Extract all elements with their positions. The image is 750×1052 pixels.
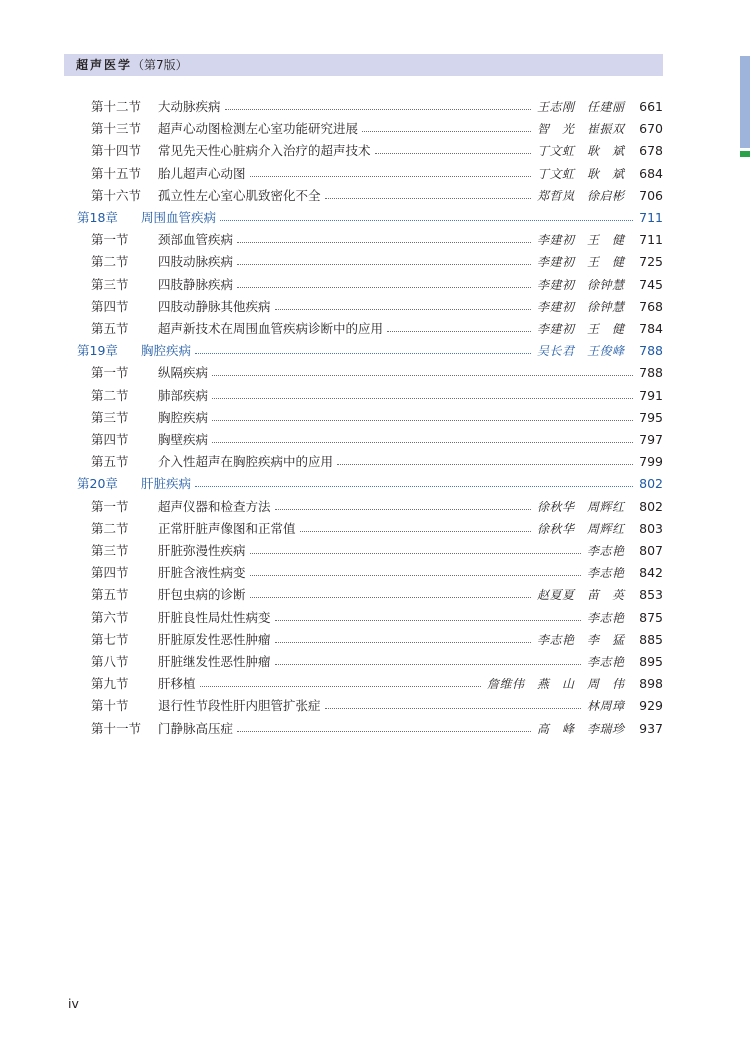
toc-section-row[interactable] [0, 451, 750, 473]
page-number: 898 [639, 676, 663, 692]
toc-chapter-row[interactable] [0, 207, 750, 229]
toc-section-row[interactable] [0, 651, 750, 673]
toc-section-row[interactable] [0, 251, 750, 273]
section-title: 肝脏含液性病变 [158, 565, 246, 581]
toc-section-row[interactable] [0, 163, 750, 185]
page-number: 842 [639, 565, 663, 581]
chapter-number: 第18章 [77, 210, 118, 225]
authors: 李志艳 [587, 610, 625, 625]
section-title: 纵隔疾病 [158, 365, 209, 381]
section-title: 超声心动图检测左心室功能研究进展 [158, 121, 359, 137]
toc-section-row[interactable] [0, 673, 750, 695]
section-title: 四肢动脉疾病 [158, 254, 234, 270]
authors: 郑哲岚 徐启彬 [537, 188, 625, 203]
chapter-title: 周围血管疾病 [141, 210, 217, 225]
page-number: 745 [639, 276, 663, 292]
book-title: 超声医学 [76, 58, 133, 72]
section-number: 第四节 [91, 565, 129, 581]
toc-section-row[interactable] [0, 607, 750, 629]
chapter-title: 肝脏疾病 [141, 476, 192, 492]
chapter-number: 第20章 [77, 476, 118, 492]
section-title: 四肢动静脉其他疾病 [158, 298, 271, 314]
section-number: 第四节 [91, 298, 129, 314]
page-number: 802 [639, 498, 663, 514]
page-number: 788 [639, 343, 663, 359]
toc-section-row[interactable] [0, 185, 750, 207]
dot-leader [237, 258, 531, 265]
dot-leader [250, 569, 581, 576]
page-number: 784 [639, 321, 663, 336]
toc-section-row[interactable] [0, 407, 750, 429]
section-number: 第八节 [91, 654, 129, 669]
section-number: 第十四节 [91, 143, 142, 159]
section-number: 第九节 [91, 676, 129, 692]
section-title: 常见先天性心脏病介入治疗的超声技术 [158, 143, 371, 159]
section-number: 第十六节 [91, 187, 142, 203]
page-number: 807 [639, 543, 663, 558]
page-number: 937 [639, 720, 663, 736]
section-title: 孤立性左心室心肌致密化不全 [158, 187, 321, 203]
authors: 吴长君 王俊峰 [537, 344, 625, 359]
toc-section-row[interactable] [0, 429, 750, 451]
toc-section-row[interactable] [0, 118, 750, 140]
authors: 徐秋华 周辉红 [537, 499, 625, 514]
page-number: 670 [639, 121, 663, 137]
page-number: 802 [639, 476, 663, 492]
edition-label: （第7版） [132, 58, 188, 72]
dot-leader [212, 414, 633, 421]
section-title: 大动脉疾病 [158, 99, 221, 114]
running-header-title [76, 57, 188, 73]
toc-section-row[interactable] [0, 318, 750, 340]
dot-leader [250, 170, 531, 177]
section-title: 门静脉高压症 [158, 720, 234, 736]
authors: 李志艳 [587, 544, 625, 558]
dot-leader [375, 147, 531, 154]
section-title: 胎儿超声心动图 [158, 165, 246, 181]
authors: 李建初 王 健 [537, 233, 625, 248]
section-number: 第三节 [91, 543, 129, 558]
section-title: 肝包虫病的诊断 [158, 587, 246, 603]
dot-leader [220, 214, 633, 221]
toc-section-row[interactable] [0, 562, 750, 584]
section-number: 第四节 [91, 432, 129, 447]
section-title: 肝脏继发性恶性肿瘤 [158, 654, 271, 669]
section-number: 第六节 [91, 609, 129, 625]
dot-leader [325, 192, 531, 199]
toc-chapter-row[interactable] [0, 473, 750, 495]
toc-section-row[interactable] [0, 229, 750, 251]
authors: 詹维伟 燕 山 周 伟 [487, 677, 625, 692]
toc-section-row[interactable] [0, 140, 750, 162]
page-number: 725 [639, 254, 663, 270]
toc-section-row[interactable] [0, 584, 750, 606]
section-number: 第十节 [91, 698, 129, 714]
dot-leader [212, 369, 633, 376]
page-number: 711 [639, 232, 663, 248]
dot-leader [275, 636, 531, 643]
dot-leader [225, 103, 531, 110]
section-title: 超声仪器和检查方法 [158, 498, 271, 514]
toc-section-row[interactable] [0, 274, 750, 296]
dot-leader [337, 458, 633, 465]
toc-section-row[interactable] [0, 718, 750, 740]
authors: 丁文虹 耿 斌 [537, 144, 625, 159]
section-number: 第二节 [91, 254, 129, 270]
toc-section-row[interactable] [0, 695, 750, 717]
page-number: 803 [639, 520, 663, 536]
section-title: 正常肝脏声像图和正常值 [158, 520, 296, 536]
chapter-title: 胸腔疾病 [141, 343, 192, 359]
page-number: 895 [639, 654, 663, 669]
toc-section-row[interactable] [0, 518, 750, 540]
toc-chapter-row[interactable] [0, 340, 750, 362]
section-number: 第二节 [91, 387, 129, 403]
page-number: 799 [639, 454, 663, 470]
page-number: 795 [639, 409, 663, 425]
authors: 李建初 徐钟慧 [537, 299, 625, 314]
section-title: 介入性超声在胸腔疾病中的应用 [158, 454, 334, 470]
dot-leader [237, 281, 531, 288]
page-number: 875 [639, 609, 663, 625]
section-number: 第三节 [91, 276, 129, 292]
section-number: 第一节 [91, 498, 129, 514]
dot-leader [237, 236, 531, 243]
page-number: 853 [639, 587, 663, 603]
dot-leader [237, 725, 531, 732]
authors: 李建初 王 健 [537, 255, 625, 270]
section-number: 第一节 [91, 365, 129, 381]
dot-leader [275, 658, 581, 665]
authors: 林周璋 [587, 699, 625, 714]
dot-leader [250, 591, 531, 598]
page-number: 791 [639, 387, 663, 403]
authors: 王志刚 任建丽 [537, 100, 625, 114]
section-number: 第七节 [91, 631, 129, 647]
dot-leader [300, 525, 531, 532]
section-number: 第十五节 [91, 165, 142, 181]
section-title: 肺部疾病 [158, 387, 209, 403]
section-number: 第五节 [91, 587, 129, 603]
dot-leader [387, 325, 531, 332]
chapter-number: 第19章 [77, 343, 118, 359]
section-title: 超声新技术在周围血管疾病诊断中的应用 [158, 321, 384, 336]
section-number: 第二节 [91, 520, 129, 536]
dot-leader [362, 125, 531, 132]
page-folio: iv [68, 996, 79, 1011]
section-title: 肝脏良性局灶性病变 [158, 609, 271, 625]
page-number: 661 [639, 99, 663, 114]
authors: 李志艳 [587, 655, 625, 669]
toc-section-row[interactable] [0, 96, 750, 118]
section-title: 四肢静脉疾病 [158, 276, 234, 292]
toc-section-row[interactable] [0, 385, 750, 407]
section-number: 第五节 [91, 454, 129, 470]
toc-section-row[interactable] [0, 296, 750, 318]
dot-leader [195, 480, 633, 487]
authors: 徐秋华 周辉红 [537, 521, 625, 536]
authors: 李建初 徐钟慧 [537, 277, 625, 292]
page-number: 678 [639, 143, 663, 159]
authors: 李志艳 [587, 566, 625, 581]
dot-leader [195, 347, 531, 354]
page-number: 929 [639, 698, 663, 714]
section-title: 退行性节段性肝内胆管扩张症 [158, 698, 321, 714]
section-number: 第三节 [91, 409, 129, 425]
authors: 李志艳 李 猛 [537, 632, 625, 647]
page-number: 684 [639, 165, 663, 181]
dot-leader [212, 392, 633, 399]
section-title: 肝脏弥漫性疾病 [158, 543, 246, 558]
dot-leader [275, 303, 531, 310]
section-title: 胸壁疾病 [158, 432, 209, 447]
authors: 李建初 王 健 [537, 322, 625, 336]
dot-leader [275, 614, 581, 621]
toc-section-row[interactable] [0, 629, 750, 651]
dot-leader [275, 503, 531, 510]
section-number: 第十二节 [91, 99, 142, 114]
authors: 智 光 崔振双 [537, 122, 625, 137]
dot-leader [250, 547, 581, 554]
page-number: 711 [639, 210, 663, 225]
toc-section-row[interactable] [0, 362, 750, 384]
toc-section-row[interactable] [0, 496, 750, 518]
section-title: 肝脏原发性恶性肿瘤 [158, 631, 271, 647]
authors: 丁文虹 耿 斌 [537, 166, 625, 181]
section-title: 胸腔疾病 [158, 409, 209, 425]
page-number: 797 [639, 432, 663, 447]
section-title: 颈部血管疾病 [158, 232, 234, 248]
page-number: 706 [639, 187, 663, 203]
section-title: 肝移植 [158, 676, 196, 692]
section-number: 第五节 [91, 321, 129, 336]
toc-section-row[interactable] [0, 540, 750, 562]
authors: 高 峰 李瑞珍 [537, 721, 625, 736]
section-number: 第十三节 [91, 121, 142, 137]
section-number: 第十一节 [91, 720, 142, 736]
dot-leader [212, 436, 633, 443]
section-number: 第一节 [91, 232, 129, 248]
page-number: 788 [639, 365, 663, 381]
page-number: 768 [639, 298, 663, 314]
page-number: 885 [639, 631, 663, 647]
dot-leader [325, 702, 581, 709]
dot-leader [200, 680, 481, 687]
authors: 赵夏夏 苗 英 [537, 588, 625, 603]
